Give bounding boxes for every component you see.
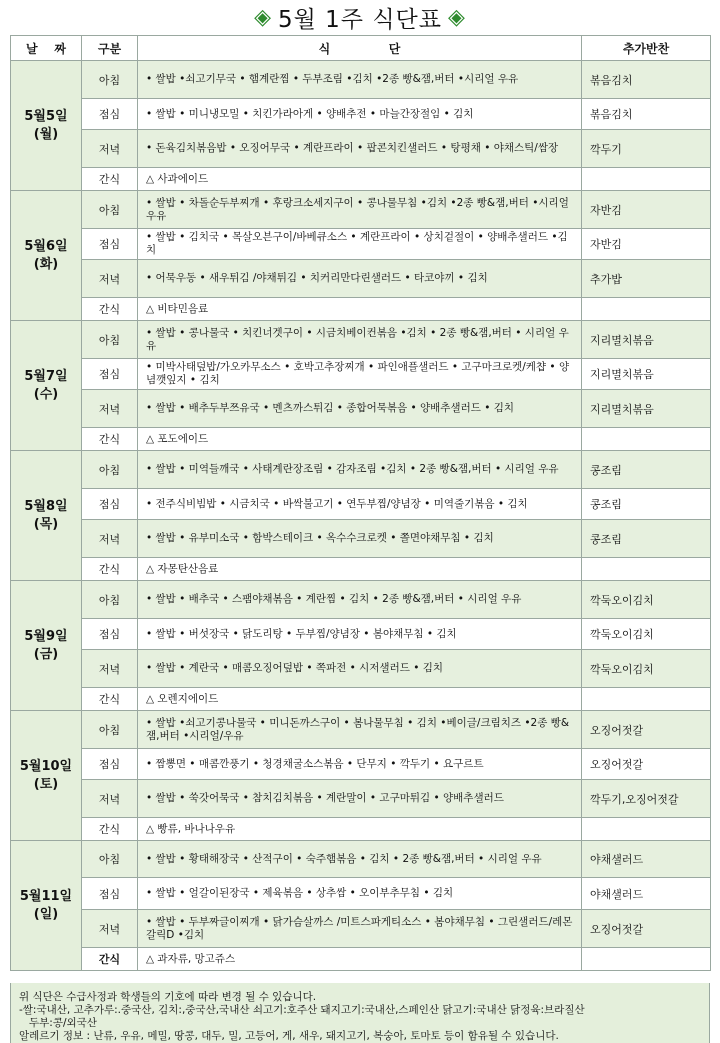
date-cell	[11, 191, 82, 321]
weekday-label: (토)	[33, 776, 59, 792]
side-dish-cell: 야채샐러드	[582, 841, 711, 878]
side-dish-cell: 콩조림	[582, 451, 711, 489]
meal-type-cell: 저녁	[82, 260, 138, 298]
menu-cell: • 어묵우동 • 새우튀김 /야채튀김 • 치커리만다린샐러드 • 타코야끼 • 김치	[138, 260, 582, 298]
side-dish-cell: 야채샐러드	[582, 878, 711, 910]
diamond-right-icon: ◈	[447, 4, 466, 30]
table-row	[11, 61, 711, 99]
date-cell	[11, 451, 82, 581]
side-dish-cell	[582, 688, 711, 711]
date-label: 5월5일	[24, 108, 68, 124]
meal-type-cell: 아침	[82, 191, 138, 229]
menu-cell: • 쌀밥 • 얼갈이된장국 • 제육볶음 • 상추쌈 • 오이부추무침 • 김치	[138, 878, 582, 910]
meal-type-cell: 저녁	[82, 650, 138, 688]
origin-line: -쌀:국내산, 고추가루:.중국산, 김치:,중국산,국내산 쇠고기:호주산 돼지고기:국내산,스페인산 닭고기:국내산 닭정육:브라질산	[19, 1004, 585, 1016]
side-dish-cell: 오징어젓갈	[582, 910, 711, 948]
meal-type-cell: 간식	[82, 688, 138, 711]
title-text: 5월 1주 식단표	[278, 6, 442, 33]
table-row	[11, 390, 711, 428]
date-cell	[11, 711, 82, 841]
meal-type-cell: 점심	[82, 229, 138, 260]
menu-cell: △ 비타민음료	[138, 298, 582, 321]
table-row	[11, 558, 711, 581]
menu-cell: △ 포도에이드	[138, 428, 582, 451]
table-row	[11, 451, 711, 489]
table-row	[11, 130, 711, 168]
menu-cell: △ 빵류, 바나나우유	[138, 818, 582, 841]
date-cell	[11, 61, 82, 191]
weekday-label: (화)	[33, 256, 59, 272]
meal-type-cell: 간식	[82, 558, 138, 581]
side-dish-cell	[582, 948, 711, 971]
side-dish-cell: 깍둑오이김치	[582, 619, 711, 650]
table-row	[11, 428, 711, 451]
menu-cell: • 미박사태덮밥/가오카무소스 • 호박고추장찌개 • 파인애플샐러드 • 고구마크로켓/케챱 • 양념깻잎지 • 김치	[138, 359, 582, 390]
table-row	[11, 878, 711, 910]
origin-line-2: 두부:콩/외국산	[29, 1017, 97, 1029]
menu-cell: △ 오렌지에이드	[138, 688, 582, 711]
table-row	[11, 581, 711, 619]
meal-type-cell: 점심	[82, 99, 138, 130]
menu-cell: • 쌀밥 • 미역들깨국 • 사태계란장조림 • 감자조림 •김치 • 2종 빵&잼,버터 • 시리얼 우유	[138, 451, 582, 489]
weekday-label: (수)	[33, 386, 59, 402]
weekday-label: (목)	[33, 516, 59, 532]
table-row	[11, 168, 711, 191]
menu-table	[10, 35, 711, 971]
table-row	[11, 99, 711, 130]
side-dish-cell: 깍두기,오징어젓갈	[582, 780, 711, 818]
table-row	[11, 688, 711, 711]
meal-type-cell: 저녁	[82, 130, 138, 168]
menu-cell: • 쌀밥 • 차돌순두부찌개 • 후랑크소세지구이 • 콩나물무침 •김치 •2종 빵&잼,버터 •시리얼 우유	[138, 191, 582, 229]
menu-cell: • 쌀밥 •쇠고기콩나물국 • 미니돈까스구이 • 봄나물무침 • 김치 •베이글/크림치즈 •2종 빵&잼,버터 •시리얼/우유	[138, 711, 582, 749]
date-label: 5월10일	[19, 758, 73, 774]
date-label: 5월7일	[24, 368, 68, 384]
meal-type-cell: 저녁	[82, 910, 138, 948]
menu-cell: • 쌀밥 • 유부미소국 • 함박스테이크 • 옥수수크로켓 • 쫄면야채무침 • 김치	[138, 520, 582, 558]
side-dish-cell	[582, 818, 711, 841]
page-title	[0, 0, 720, 34]
meal-type-cell: 아침	[82, 451, 138, 489]
meal-type-cell: 간식	[82, 298, 138, 321]
menu-cell: • 쌀밥 • 김치국 • 목살오븐구이/바베큐소스 • 계란프라이 • 상치겉절이 • 양배추샐러드 •김치	[138, 229, 582, 260]
meal-type-cell: 점심	[82, 359, 138, 390]
weekday-label: (월)	[33, 126, 59, 142]
meal-type-cell: 아침	[82, 841, 138, 878]
side-dish-cell: 볶음김치	[582, 99, 711, 130]
side-dish-cell: 콩조림	[582, 489, 711, 520]
date-label: 5월9일	[24, 628, 68, 644]
header-date: 날 짜	[11, 36, 82, 61]
side-dish-cell: 깍둑오이김치	[582, 650, 711, 688]
meal-type-cell: 저녁	[82, 780, 138, 818]
meal-type-cell: 간식	[82, 818, 138, 841]
meal-type-cell: 아침	[82, 321, 138, 359]
table-row	[11, 910, 711, 948]
side-dish-cell: 오징어젓갈	[582, 749, 711, 780]
meal-type-cell: 간식	[82, 428, 138, 451]
menu-cell: • 전주식비빔밥 • 시금치국 • 바싹불고기 • 연두부찜/양념장 • 미역줄기볶음 • 김치	[138, 489, 582, 520]
side-dish-cell: 지리멸치볶음	[582, 359, 711, 390]
meal-type-cell: 점심	[82, 489, 138, 520]
weekday-label: (일)	[33, 906, 59, 922]
side-dish-cell: 지리멸치볶음	[582, 390, 711, 428]
table-row	[11, 780, 711, 818]
meal-type-cell: 점심	[82, 749, 138, 780]
meal-type-cell: 아침	[82, 581, 138, 619]
table-row	[11, 711, 711, 749]
date-label: 5월6일	[24, 238, 68, 254]
diamond-left-icon: ◈	[254, 4, 272, 30]
side-dish-cell	[582, 428, 711, 451]
menu-cell: • 쌀밥 • 계란국 • 매콤오징어덮밥 • 쪽파전 • 시저샐러드 • 김치	[138, 650, 582, 688]
date-cell	[11, 321, 82, 451]
table-row	[11, 650, 711, 688]
meal-type-cell: 저녁	[82, 520, 138, 558]
header-meal: 구분	[82, 36, 138, 61]
meal-type-cell: 간식	[82, 168, 138, 191]
side-dish-cell: 자반김	[582, 229, 711, 260]
table-row	[11, 489, 711, 520]
side-dish-cell: 오징어젓갈	[582, 711, 711, 749]
side-dish-cell: 지리멸치볶음	[582, 321, 711, 359]
meal-type-cell: 간식	[82, 948, 138, 971]
allergy-line: 알레르기 정보 : 난류, 우유, 메밀, 땅콩, 대두, 밀, 고등어, 게, 새우, 돼지고기, 복숭아, 토마토 등이 함유될 수 있습니다.	[19, 1030, 559, 1042]
weekday-label: (금)	[33, 646, 59, 662]
meal-type-cell: 점심	[82, 619, 138, 650]
table-row	[11, 321, 711, 359]
date-cell	[11, 841, 82, 971]
menu-cell: △ 과자류, 망고쥬스	[138, 948, 582, 971]
menu-cell: • 쌀밥 • 두부짜글이찌개 • 닭가슴살까스 /미트스파게티소스 • 봄야채무침 • 그린샐러드/레몬갈릭D •김치	[138, 910, 582, 948]
notice-footer	[10, 983, 710, 1043]
table-row	[11, 841, 711, 878]
menu-cell: • 쌀밥 • 배추두부쯔유국 • 멘츠까스튀김 • 종합어묵볶음 • 양배추샐러드 • 김치	[138, 390, 582, 428]
meal-type-cell: 아침	[82, 711, 138, 749]
table-row	[11, 298, 711, 321]
menu-cell: • 돈육김치볶음밥 • 오징어무국 • 계란프라이 • 팝콘치킨샐러드 • 탕평채 • 야채스틱/쌈장	[138, 130, 582, 168]
date-label: 5월11일	[19, 888, 73, 904]
menu-cell: • 쌀밥 • 황태해장국 • 산적구이 • 숙주햄볶음 • 김치 • 2종 빵&잼,버터 • 시리얼 우유	[138, 841, 582, 878]
header-side: 추가반찬	[582, 36, 711, 61]
side-dish-cell: 자반김	[582, 191, 711, 229]
side-dish-cell	[582, 558, 711, 581]
table-row	[11, 818, 711, 841]
date-cell	[11, 581, 82, 711]
table-row	[11, 359, 711, 390]
side-dish-cell: 깍두기	[582, 130, 711, 168]
table-row	[11, 749, 711, 780]
date-label: 5월8일	[24, 498, 68, 514]
menu-cell: • 쌀밥 • 버섯장국 • 닭도리탕 • 두부찜/양념장 • 봄야채무침 • 김치	[138, 619, 582, 650]
header-menu: 식 단	[138, 36, 582, 61]
side-dish-cell	[582, 168, 711, 191]
meal-type-cell: 저녁	[82, 390, 138, 428]
meal-type-cell: 아침	[82, 61, 138, 99]
side-dish-cell: 깍둑오이김치	[582, 581, 711, 619]
menu-cell: △ 자몽탄산음료	[138, 558, 582, 581]
table-row	[11, 520, 711, 558]
table-row	[11, 260, 711, 298]
meal-type-cell: 점심	[82, 878, 138, 910]
menu-cell: △ 사과에이드	[138, 168, 582, 191]
side-dish-cell: 콩조림	[582, 520, 711, 558]
menu-cell: • 쌀밥 • 콩나물국 • 치킨너겟구이 • 시금치베이컨볶음 •김치 • 2종 빵&잼,버터 • 시리얼 우유	[138, 321, 582, 359]
side-dish-cell	[582, 298, 711, 321]
table-row	[11, 191, 711, 229]
side-dish-cell: 추가밥	[582, 260, 711, 298]
table-row	[11, 229, 711, 260]
table-row	[11, 619, 711, 650]
table-row	[11, 948, 711, 971]
table-header-row	[11, 36, 711, 61]
notice-line: 위 식단은 수급사정과 학생들의 기호에 따라 변경 될 수 있습니다.	[19, 991, 317, 1003]
menu-cell: • 짬뽕면 • 매콤깐풍기 • 청경채굴소스볶음 • 단무지 • 깍두기 • 요구르트	[138, 749, 582, 780]
side-dish-cell: 볶음김치	[582, 61, 711, 99]
menu-cell: • 쌀밥 • 배추국 • 스팸야채볶음 • 계란찜 • 김치 • 2종 빵&잼,버터 • 시리얼 우유	[138, 581, 582, 619]
menu-cell: • 쌀밥 • 쑥갓어묵국 • 참치김치볶음 • 계란말이 • 고구마튀김 • 양배추샐러드	[138, 780, 582, 818]
menu-cell: • 쌀밥 •쇠고기무국 • 햄계란찜 • 두부조림 •김치 •2종 빵&잼,버터 •시리얼 우유	[138, 61, 582, 99]
menu-cell: • 쌀밥 • 미니냉모밀 • 치킨가라아게 • 양배추전 • 마늘간장절임 • 김치	[138, 99, 582, 130]
